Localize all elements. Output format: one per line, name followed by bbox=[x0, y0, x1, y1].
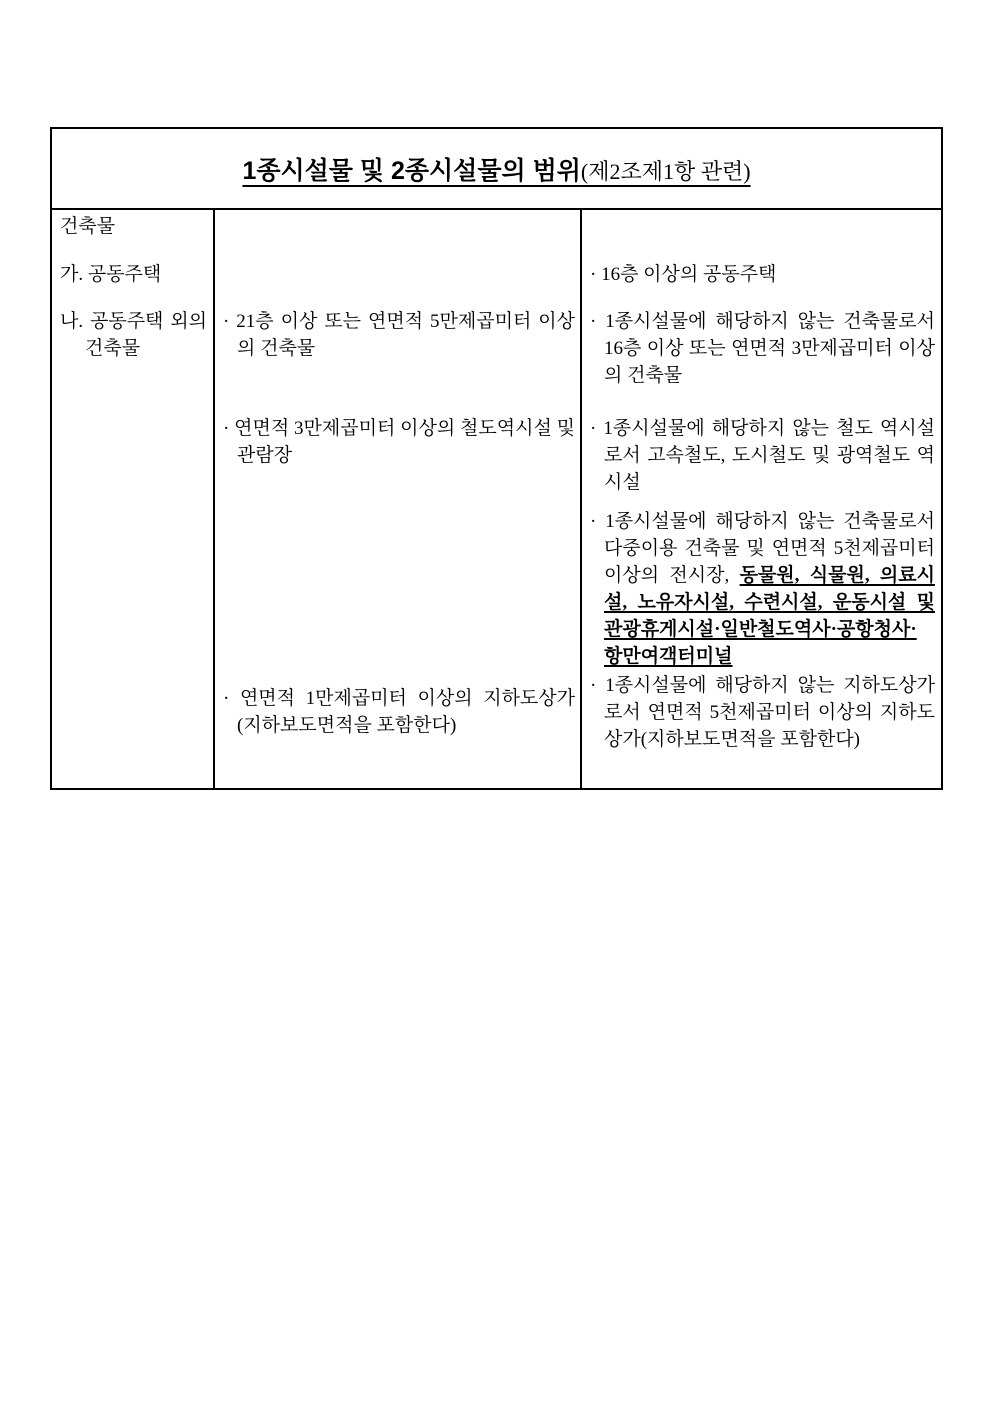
type1-bullet-rail-station: · 연면적 3만제곱미터 이상의 철도역시설 및 관람장 bbox=[223, 418, 575, 466]
category-label: 건축물 bbox=[60, 216, 116, 237]
type2-bullet-apartments: · 16층 이상의 공동주택 bbox=[590, 264, 777, 285]
column-type1-facilities bbox=[213, 210, 582, 788]
type2-bullet-rail-station: · 1종시설물에 해당하지 않는 철도 역시설로서 고속철도, 도시철도 및 광역철도 역시설 bbox=[590, 418, 935, 493]
type2-bullet-multiuse-buildings bbox=[590, 508, 935, 670]
type1-bullet-buildings: · 21층 이상 또는 연면적 5만제곱미터 이상의 건축물 bbox=[223, 311, 575, 359]
table-title-row bbox=[52, 129, 941, 210]
type2-bullet-buildings: · 1종시설물에 해당하지 않는 건축물로서 16층 이상 또는 연면적 3만제곱미터 이상의 건축물 bbox=[590, 311, 935, 386]
document-title bbox=[242, 151, 750, 187]
table-body-row bbox=[52, 210, 941, 788]
column-category bbox=[52, 210, 213, 788]
facility-scope-table bbox=[50, 127, 943, 790]
type2-multiuse-bold-underlined-text: 동물원, 식물원, 의료시설, 노유자시설, 수련시설, 운동시설 및 관광휴게시설·일반철도역사·공항청사·항만여객터미널 bbox=[604, 565, 935, 667]
type2-multiuse-normal-text: · 1종시설물에 해당하지 않는 건축물로서 다중이용 건축물 및 연면적 5천제곱미터 이상의 전시장, bbox=[590, 511, 935, 586]
category-item-na: 나. 공동주택 외의 건축물 bbox=[60, 311, 207, 359]
type2-bullet-underground-mall: · 1종시설물에 해당하지 않는 지하도상가로서 연면적 5천제곱미터 이상의 지하도상가(지하보도면적을 포함한다) bbox=[590, 675, 935, 750]
title-main-text: 1종시설물 및 2종시설물의 범위 bbox=[242, 156, 581, 185]
category-item-ga: 가. 공동주택 bbox=[60, 264, 162, 285]
type1-bullet-underground-mall: · 연면적 1만제곱미터 이상의 지하도상가(지하보도면적을 포함한다) bbox=[223, 688, 575, 736]
column-type2-facilities bbox=[582, 210, 941, 788]
title-reference-text: (제2조제1항 관련) bbox=[580, 158, 751, 184]
